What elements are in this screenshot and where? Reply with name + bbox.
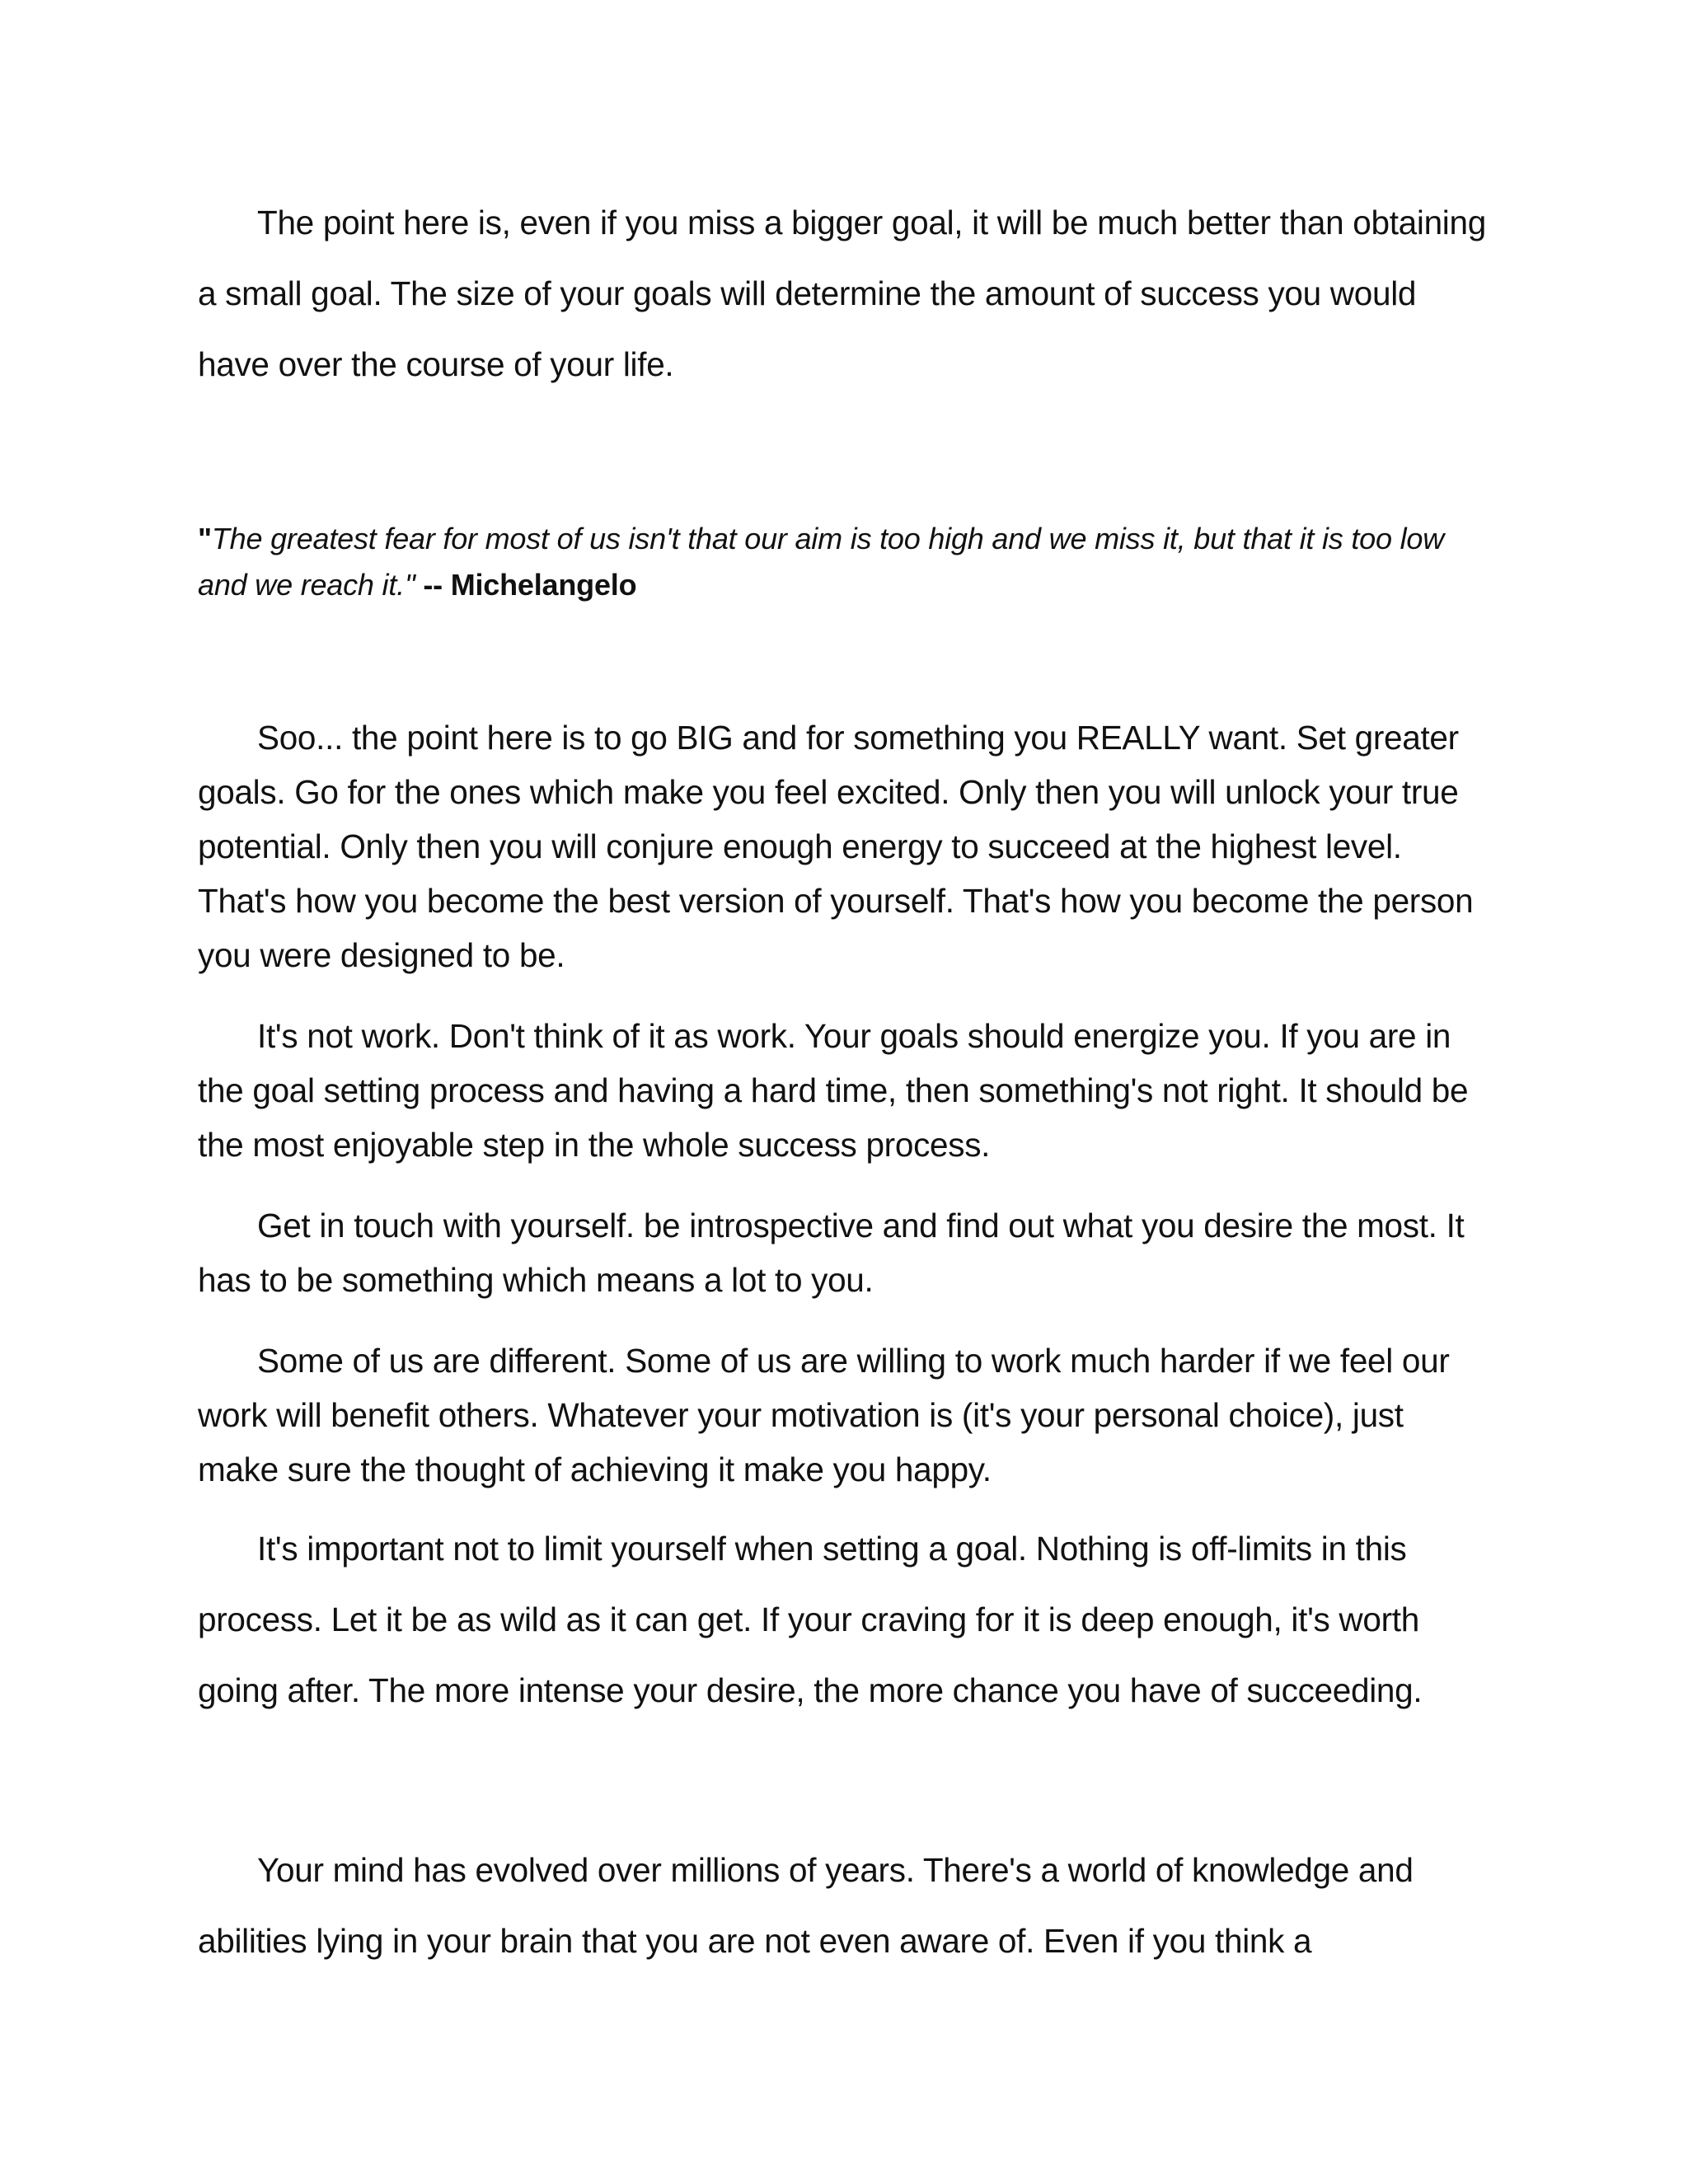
quote-text: The greatest fear for most of us isn't that our aim is too high and we miss it, but that it is too low and we reach it." (198, 522, 1445, 602)
quote-attribution: -- Michelangelo (415, 568, 637, 602)
paragraph-mind-evolved: Your mind has evolved over millions of years. There's a world of knowledge and abilities lying in your brain that you are not even aware of. Even if you think a (198, 1851, 1414, 1960)
paragraph-go-big: Soo... the point here is to go BIG and for something you REALLY want. Set greater goals. Go for the ones which make you feel excited. Only then you will unlock your true potential. Only then you will conjure enough energy to succeed at the highest level. That's how you become the best version of yourself. That's how you become the person you were designed to be. (198, 719, 1474, 974)
paragraph-goal-size: The point here is, even if you miss a bigger goal, it will be much better than obtaining a small goal. The size of your goals will determine the amount of success you would have over the course of your life. (198, 204, 1486, 383)
paragraph-no-limits: It's important not to limit yourself when setting a goal. Nothing is off-limits in this process. Let it be as wild as it can get. If your craving for it is deep enough, it's worth going after. The more intense your desire, the more chance you have of succeeding. (198, 1530, 1423, 1709)
paragraph-introspective: Get in touch with yourself. be introspective and find out what you desire the most. It has to be something which means a lot to you. (198, 1207, 1465, 1299)
quote-open-mark: " (198, 522, 212, 555)
paragraph-different: Some of us are different. Some of us are willing to work much harder if we feel our work will benefit others. Whatever your motivation is (it's your personal choice), just make sure the thought of achieving it make you happy. (198, 1342, 1450, 1488)
paragraph-not-work: It's not work. Don't think of it as work. Your goals should energize you. If you are in the goal setting process and having a hard time, then something's not right. It should be the most enjoyable step in the whole success process. (198, 1017, 1469, 1164)
michelangelo-quote (198, 516, 1492, 608)
